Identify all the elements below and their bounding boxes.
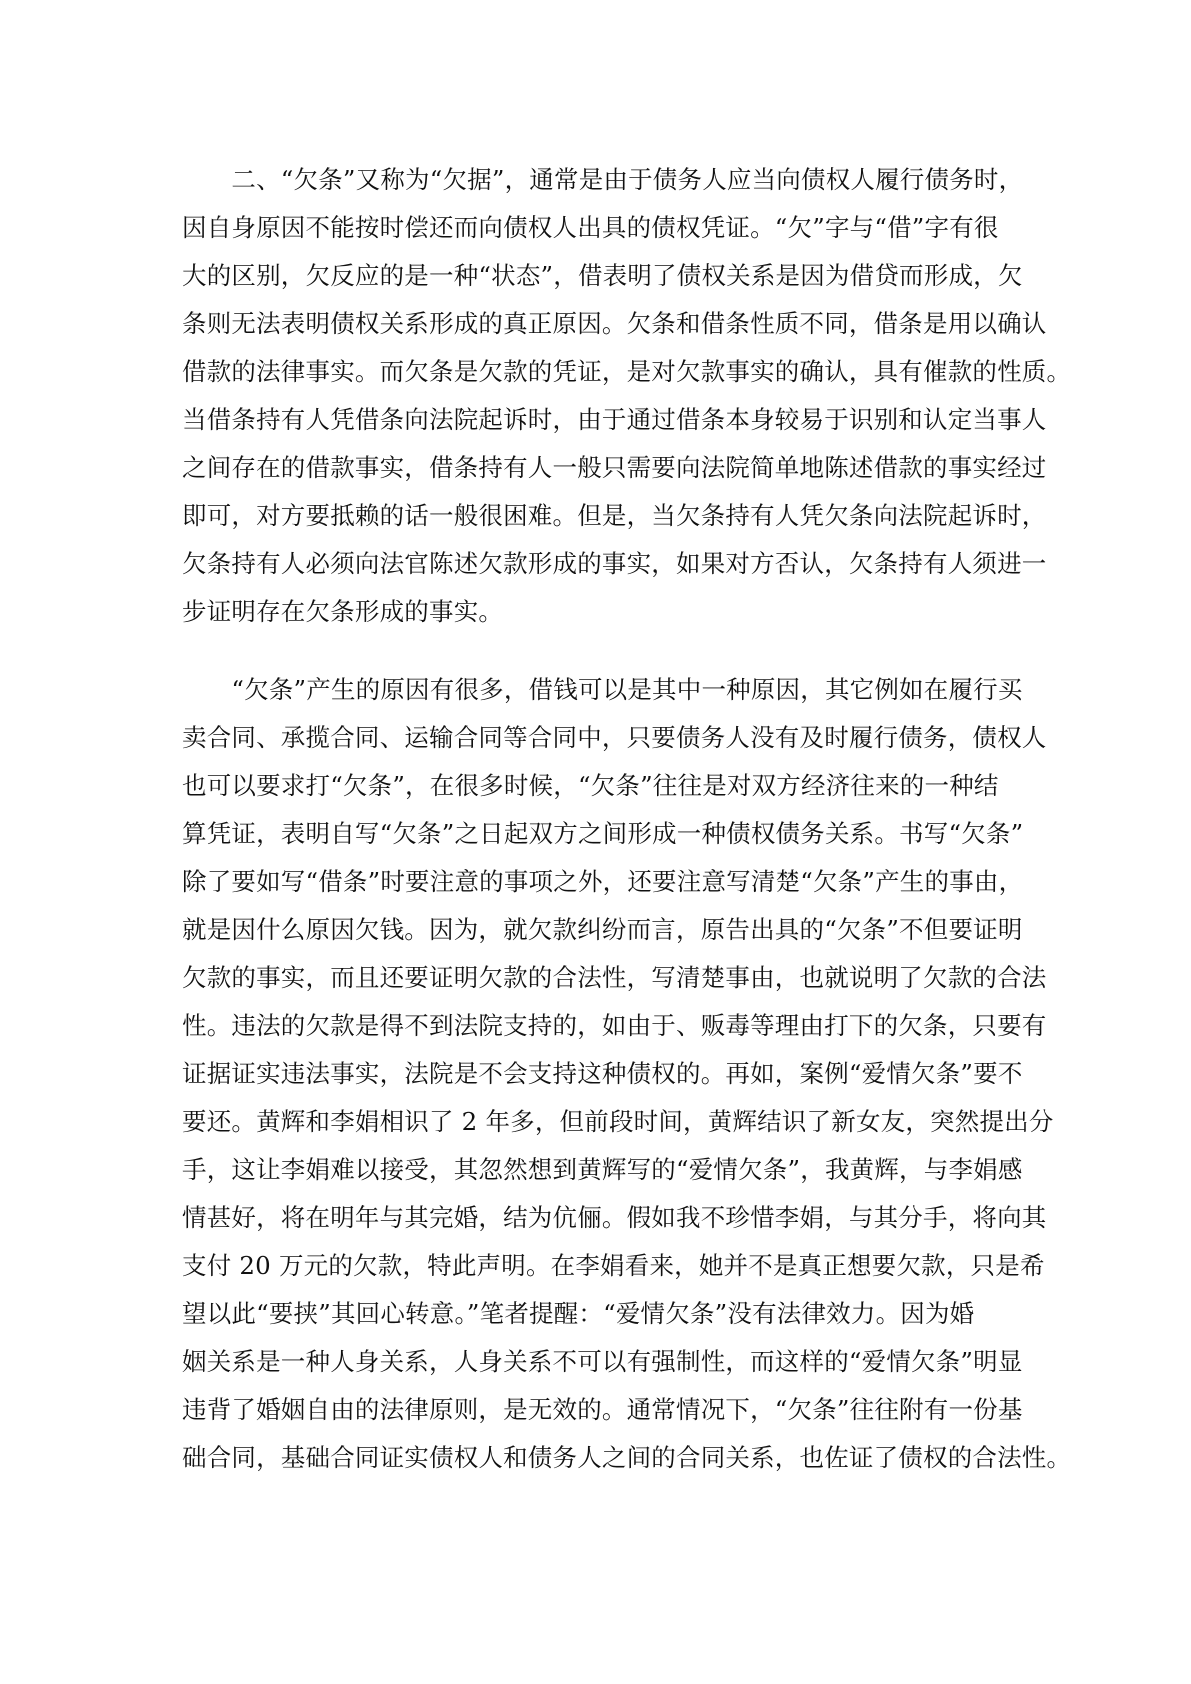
- paragraph-line: 算凭证，表明自写“欠条”之日起双方之间形成一种债权债务关系。书写“欠条”: [182, 819, 1024, 848]
- paragraph-line: 当借条持有人凭借条向法院起诉时，由于通过借条本身较易于识别和认定当事人: [182, 405, 1047, 434]
- paragraph-line: 之间存在的借款事实，借条持有人一般只需要向法院简单地陈述借款的事实经过: [182, 453, 1047, 482]
- paragraph-line: 情甚好，将在明年与其完婚，结为伉俪。假如我不珍惜李娟，与其分手，将向其: [182, 1203, 1047, 1232]
- paragraph-line: “欠条”产生的原因有很多，借钱可以是其中一种原因，其它例如在履行买: [182, 675, 1023, 704]
- paragraph-line: 性。违法的欠款是得不到法院支持的，如由于、贩毒等理由打下的欠条，只要有: [182, 1011, 1047, 1040]
- paragraph-line: 卖合同、承揽合同、运输合同等合同中，只要债务人没有及时履行债务，债权人: [182, 723, 1047, 752]
- paragraph-line: 二、“欠条”又称为“欠据”，通常是由于债务人应当向债权人履行债务时，: [182, 165, 1024, 194]
- paragraph-line: 大的区别，欠反应的是一种“状态”，借表明了债权关系是因为借贷而形成，欠: [182, 261, 1023, 290]
- paragraph-line: 借款的法律事实。而欠条是欠款的凭证，是对欠款事实的确认，具有催款的性质。: [182, 357, 1072, 386]
- paragraph-2: [182, 666, 1072, 1482]
- paragraph-line: 条则无法表明债权关系形成的真正原因。欠条和借条性质不同，借条是用以确认: [182, 309, 1047, 338]
- paragraph-line: 步证明存在欠条形成的事实。: [182, 597, 504, 626]
- paragraph-line: 因自身原因不能按时偿还而向债权人出具的债权凭证。“欠”字与“借”字有很: [182, 213, 999, 242]
- paragraph-line: 就是因什么原因欠钱。因为，就欠款纠纷而言，原告出具的“欠条”不但要证明: [182, 915, 1023, 944]
- paragraph-1: [182, 156, 1072, 636]
- paragraph-line: 支付 20 万元的欠款，特此声明。在李娟看来，她并不是真正想要欠款，只是希: [182, 1251, 1045, 1280]
- paragraph-line: 欠款的事实，而且还要证明欠款的合法性，写清楚事由，也就说明了欠款的合法: [182, 963, 1047, 992]
- paragraph-line: 望以此“要挟”其回心转意。”笔者提醒：“爱情欠条”没有法律效力。因为婚: [182, 1299, 975, 1328]
- paragraph-line: 违背了婚姻自由的法律原则，是无效的。通常情况下，“欠条”往往附有一份基: [182, 1395, 1023, 1424]
- paragraph-line: 也可以要求打“欠条”，在很多时候，“欠条”往往是对双方经济往来的一种结: [182, 771, 999, 800]
- paragraph-line: 证据证实违法事实，法院是不会支持这种债权的。再如，案例“爱情欠条”要不: [182, 1059, 1023, 1088]
- paragraph-line: 手，这让李娟难以接受，其忽然想到黄辉写的“爱情欠条”，我黄辉，与李娟感: [182, 1155, 1023, 1184]
- paragraph-line: 欠条持有人必须向法官陈述欠款形成的事实，如果对方否认，欠条持有人须进一: [182, 549, 1047, 578]
- paragraph-line: 础合同，基础合同证实债权人和债务人之间的合同关系，也佐证了债权的合法性。: [182, 1443, 1072, 1472]
- paragraph-line: 即可，对方要抵赖的话一般很困难。但是，当欠条持有人凭欠条向法院起诉时，: [182, 501, 1047, 530]
- paragraph-line: 除了要如写“借条”时要注意的事项之外，还要注意写清楚“欠条”产生的事由，: [182, 867, 1024, 896]
- paragraph-line: 姻关系是一种人身关系，人身关系不可以有强制性，而这样的“爱情欠条”明显: [182, 1347, 1023, 1376]
- paragraph-line: 要还。黄辉和李娟相识了 2 年多，但前段时间，黄辉结识了新女友，突然提出分: [182, 1107, 1054, 1136]
